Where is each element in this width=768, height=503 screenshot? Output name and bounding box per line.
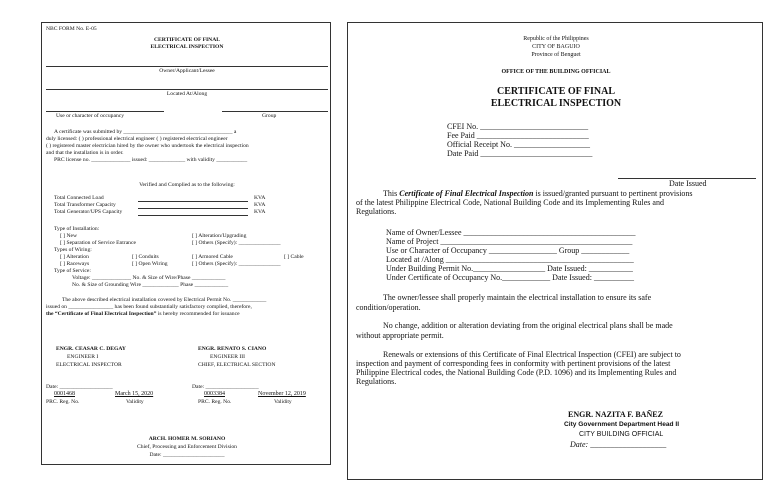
prc-license-line: PRC license no. ______________ issued: _____________ with validity ___________ xyxy=(54,157,248,163)
located-label: Located At/Along xyxy=(166,91,208,97)
building-permit-field[interactable]: Under Building Permit No.__________________ Date Issued: ___________ xyxy=(386,264,633,273)
official-rank: City Government Department Head II xyxy=(564,421,680,428)
option-separation: [ ] Separation of Service Entrance xyxy=(60,240,136,246)
right-title-line-2: ELECTRICAL INSPECTION xyxy=(490,98,622,109)
closing-line-3-rest: is hereby recommended for issuance xyxy=(156,311,240,317)
located-field[interactable]: Located at /Along _______________________________________________ xyxy=(386,255,634,264)
sig1-prc-label: PRC. Reg. No. xyxy=(46,399,80,405)
closing-line-3 xyxy=(46,311,240,318)
owner-maintain-line-2: condition/operation. xyxy=(356,303,421,312)
owner-lessee-field[interactable]: Name of Owner/Lessee ___________________________________________ xyxy=(386,228,636,237)
right-certificate-form xyxy=(347,22,763,480)
generator-line xyxy=(138,215,248,216)
grounding-line: No. & Size of Grounding Wire _____________ Phase ____________ xyxy=(72,282,229,288)
closing-line-1: The above described electrical installation covered by Electrical Permit No. ____________ xyxy=(62,297,267,303)
wiring-armored: [ ] Armored Cable xyxy=(192,254,233,260)
republic-line: Republic of the Philippines xyxy=(523,36,589,42)
submission-line-4: and that the installation is in order. xyxy=(46,150,124,156)
certificate-occupancy-field[interactable]: Under Certificate of Occupancy No.____________ Date Issued: __________ xyxy=(386,273,634,282)
form-number: NBC FORM No. E-05 xyxy=(46,26,97,32)
wiring-others: [ ] Others (Specify): _______________ xyxy=(192,261,281,267)
sig1-name: ENGR. CEASAR C. DEGAY xyxy=(56,346,126,352)
left-certificate-form xyxy=(41,22,331,465)
sig1-rank: ENGINEER I xyxy=(67,354,99,360)
left-title-line-2: ELECTRICAL INSPECTION xyxy=(150,44,224,50)
intro-line-3: Regulations. xyxy=(356,207,397,216)
wiring-raceways: [ ] Raceways xyxy=(60,261,90,267)
intro-certificate-name: Certificate of Final Electrical Inspection xyxy=(399,189,534,198)
located-line xyxy=(46,89,328,90)
province-line: Province of Benguet xyxy=(531,52,581,58)
sig2-name: ENGR. RENATO S. CIANO xyxy=(198,346,267,352)
sig2-reg-no: 0003384 xyxy=(204,391,225,397)
wiring-alteration: [ ] Alteration xyxy=(60,254,89,260)
transformer-unit: KVA xyxy=(254,202,266,208)
sig2-validity-label: Validity xyxy=(274,399,292,405)
date-issued-label: Date Issued xyxy=(669,179,707,188)
official-name: ENGR. NAZITA F. BAÑEZ xyxy=(568,410,663,419)
wiring-open: [ ] Open Wiring xyxy=(132,261,168,267)
submission-line-2: duly licensed: ( ) professional electrical engineer ( ) registered electrical engineer xyxy=(46,136,228,142)
occupancy-field[interactable]: Use or Character of Occupancy _________________ Group ____________ xyxy=(386,246,630,255)
group-line xyxy=(222,111,328,112)
wiring-conduits: [ ] Conduits xyxy=(132,254,159,260)
owner-maintain-line-1: The owner/lessee shall properly maintain the electrical installation to ensure its safe xyxy=(383,293,652,302)
sig1-title: ELECTRICAL INSPECTOR xyxy=(56,362,122,368)
sig3-title: Chief, Processing and Enforcement Division xyxy=(137,444,237,450)
certificate-phrase: the “Certificate of Final Electrical Inspection” xyxy=(46,311,157,317)
renewal-line-4: Regulations. xyxy=(356,377,397,386)
cfei-no-field[interactable]: CFEI No. ___________________________ xyxy=(447,122,589,131)
load-label: Total Connected Load xyxy=(54,195,104,201)
official-title: CITY BUILDING OFFICIAL xyxy=(579,431,664,438)
no-change-line-2: without appropriate permit. xyxy=(356,331,444,340)
date-paid-field[interactable]: Date Paid ____________________________ xyxy=(447,149,593,158)
intro-line-2: of the latest Philippine Electrical Code, National Building Code and its Implementing Rules and xyxy=(356,198,664,207)
submission-line-3: ( ) registered master electrician hired by the owner who undertook the electrical inspection xyxy=(46,143,249,149)
sig1-reg-no: 0001468 xyxy=(54,391,75,397)
use-label: Use or character of occupancy xyxy=(56,113,125,119)
city-line: CITY OF BAGUIO xyxy=(532,44,580,50)
renewal-line-2: inspection and payment of corresponding fees in conformity with pertinent provisions of the latest xyxy=(356,359,671,368)
type-service-heading: Type of Service: xyxy=(54,268,91,274)
left-title-line-1: CERTIFICATE OF FINAL xyxy=(153,37,220,43)
option-new: [ ] New xyxy=(60,233,78,239)
load-unit: KVA xyxy=(254,195,266,201)
voltage-line: Voltage: ______________ No. & Size of Wire/Phase ____________ xyxy=(72,275,226,281)
option-others: [ ] Others (Specify): _______________ xyxy=(192,240,281,246)
renewal-line-1: Renewals or extensions of this Certificate of Final Electrical Inspection (CFEI) are subject to xyxy=(383,350,681,359)
right-title-line-1: CERTIFICATE OF FINAL xyxy=(497,86,615,97)
sig2-title: CHIEF, ELECTRICAL SECTION xyxy=(198,362,276,368)
sig1-validity-label: Validity xyxy=(126,399,144,405)
sig1-validity: March 15, 2020 xyxy=(115,391,154,397)
sig1-date: Date: ___________________ xyxy=(46,384,113,390)
official-receipt-field[interactable]: Official Receipt No. ___________________ xyxy=(447,140,590,149)
renewal-line-3: Philippine Electrical codes, the National Building Code (P.D. 1096) and its Implementing Rules and xyxy=(356,368,677,377)
verified-heading: Verified and Complied as to the following: xyxy=(139,182,235,188)
generator-unit: KVA xyxy=(254,209,266,215)
load-line xyxy=(138,201,248,202)
generator-label: Total Generator/UPS Capacity xyxy=(54,209,123,215)
owner-line xyxy=(46,66,328,67)
sig3-date: Date: ______________________ xyxy=(149,452,225,458)
option-alteration-upgrading: [ ] Alteration/Upgrading xyxy=(192,233,247,239)
types-wiring-heading: Types of Wiring: xyxy=(54,247,92,253)
wiring-cable: [ ] Cable xyxy=(284,254,304,260)
sig3-name: ARCH. HOMER M. SORIANO xyxy=(148,436,226,442)
project-name-field[interactable]: Name of Project ________________________________________________ xyxy=(386,237,633,246)
sig2-prc-label: PRC. Reg. No. xyxy=(198,399,232,405)
use-line xyxy=(46,111,164,112)
group-label: Group xyxy=(262,113,277,119)
owner-label: Owner/Applicant/Lessee xyxy=(159,68,215,74)
transformer-label: Total Transformer Capacity xyxy=(54,202,116,208)
sig2-date: Date: ___________________ xyxy=(192,384,259,390)
type-installation-heading: Type of Installation: xyxy=(54,226,100,232)
sig2-rank: ENGINEER III xyxy=(210,354,245,360)
official-date[interactable]: Date: ___________________ xyxy=(570,440,667,449)
intro-this: This xyxy=(383,189,400,198)
no-change-line-1: No change, addition or alteration deviating from the original electrical plans shall be made xyxy=(383,321,673,330)
submission-line-1: A certificate was submitted by _______________________________________ a xyxy=(54,129,237,135)
closing-line-2: issued on ________________ has been found substantially satisfactory complied, therefore, xyxy=(46,304,252,310)
office-heading: OFFICE OF THE BUILDING OFFICIAL xyxy=(501,69,611,75)
transformer-line xyxy=(138,208,248,209)
sig2-validity: November 12, 2019 xyxy=(258,391,306,397)
intro-rest: is issued/granted pursuant to pertinent provisions xyxy=(533,189,693,198)
fee-paid-field[interactable]: Fee Paid ____________________________ xyxy=(447,131,589,140)
